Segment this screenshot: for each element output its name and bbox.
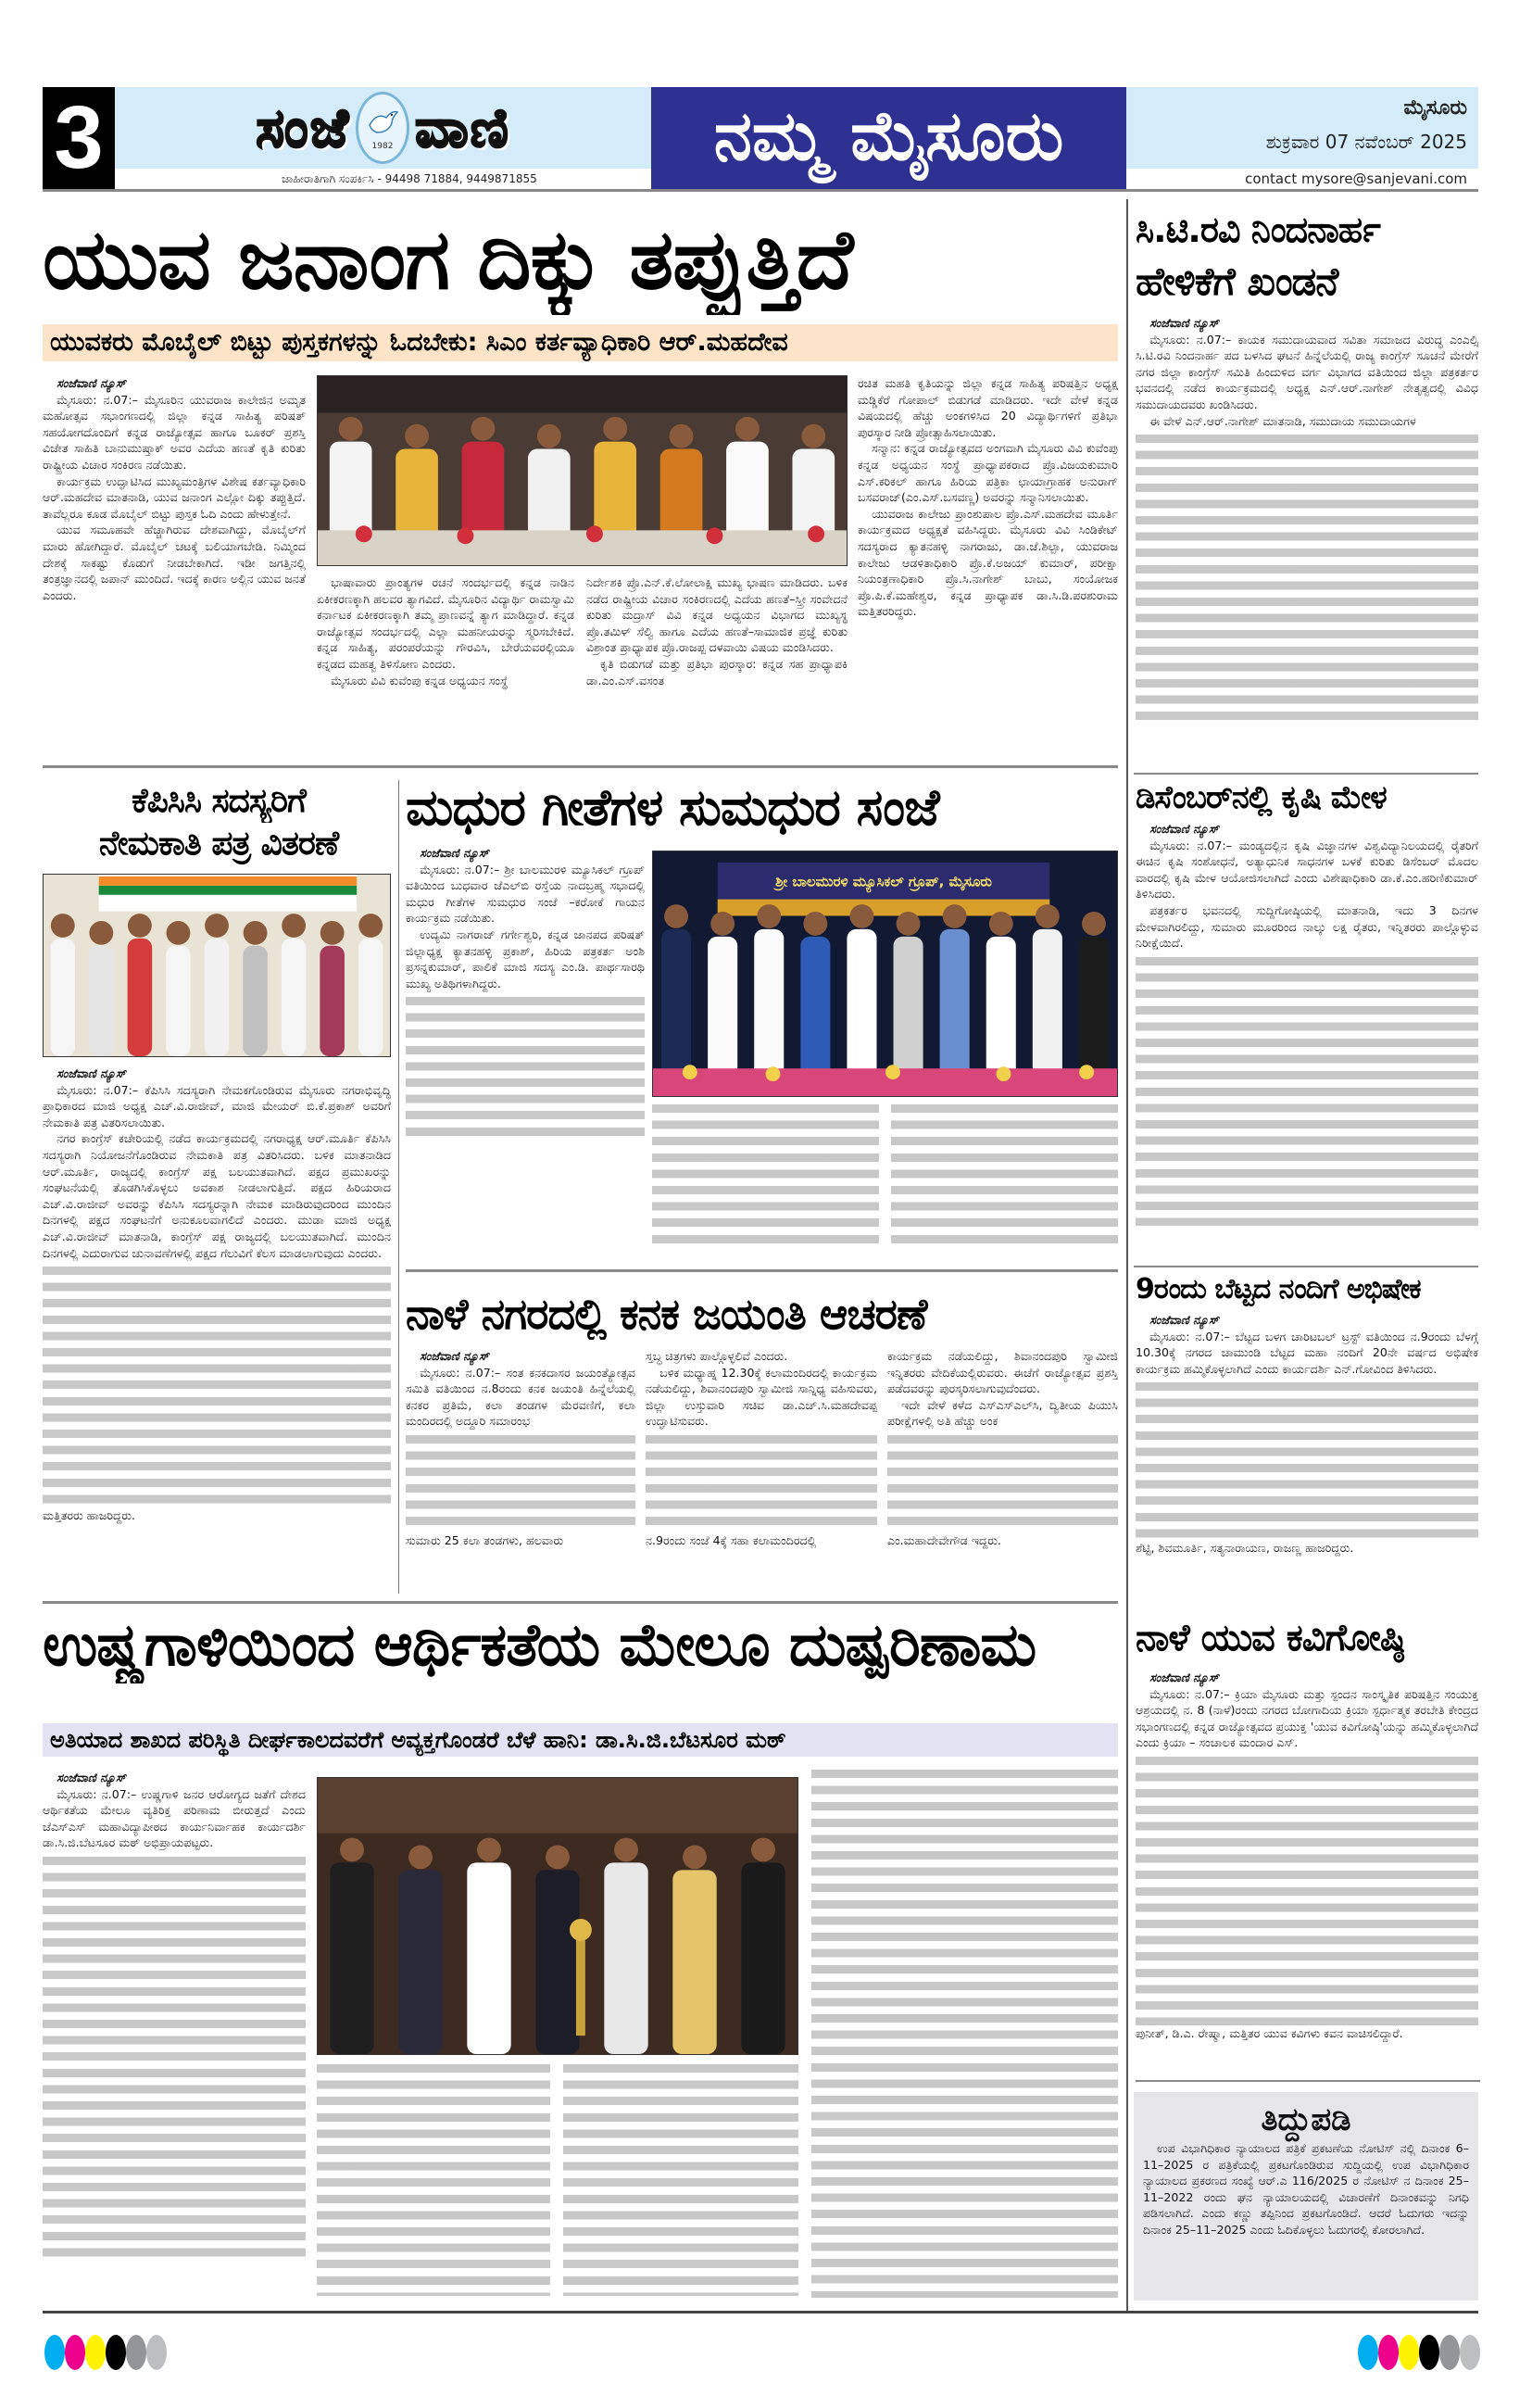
betta-body [1136,1312,1478,1599]
paragraph: ಉದ್ಯಮಿ ನಾಗರಾಜ್ ಗರ್ಗೇಶ್ವರಿ, ಕನ್ನಡ ಜಾನಪದ ಪರಿಷತ್ ಜಿಲ್ಲಾಧ್ಯಕ್ಷ ಕ್ಯಾತನಹಳ್ಳಿ ಪ್ರಕಾಶ್, ಹಿರಿಯ ಪತ್ರಕರ್ತ ಅಂಶಿ ಪ್ರಸನ್ನಕುಮಾರ್, ಪಾಲಿಕೆ ಮಾಜಿ ಸದಸ್ಯ ಎಂ.ಡಿ. ಪಾರ್ಥಸಾರಥಿ ಮುಖ್ಯ ಅತಿಥಿಗಳಾಗಿದ್ದರು. [406,927,645,990]
paragraph: ಮೈಸೂರು: ನ.07:– ಮಂಡ್ಯದಲ್ಲಿನ ಕೃಷಿ ವಿಜ್ಞಾನಗಳ ವಿಶ್ವವಿದ್ಯಾನಿಲಯದಲ್ಲಿ ರೈತರಿಗೆ ಈಚಿನ ಕೃಷಿ ಸಂಶೋಧನೆ, ಅತ್ಯಾಧುನಿಕ ಸಾಧನಗಳ ಬಳಕೆ ಕುರಿತು ಡಿಸೆಂಬರ್ ಮೊದಲ ವಾರದಲ್ಲಿ ಕೃಷಿ ಮೇಳ ಆಯೋಜಿಸಲಾಗಿದೆ ಎಂದು ವಿಶೇಷಾಧಿಕಾರಿ ಡಾ.ಕೆ.ಎಂ.ಹರಿಣಿಕುಮಾರ್ ತಿಳಿಸಿದರು. [1136,838,1478,901]
kanaka-col-3 [887,1348,1118,1594]
paragraph: ಈ ವೇಳೆ ಎನ್.ಆರ್.ನಾಗೇಶ್ ಮಾತನಾಡಿ, ಸಮುದಾಯ ಸಮುದಾಯಗಳ [1149,413,1416,428]
person-head [1082,912,1106,936]
photo-music-event [652,851,1118,1097]
person-figure [320,946,345,1056]
main-col-4 [858,375,1118,750]
person-head [471,417,495,441]
paragraph: ಕೃತಿ ಬಿಡುಗಡೆ ಮತ್ತು ಪ್ರತಿಭಾ ಪುರಸ್ಕಾರ: ಕನ್ನಡ ಸಹ ಪ್ರಾಧ್ಯಾಪಕಿ ಡಾ.ಎಂ.ಎಸ್.ವಸಂತ [586,656,848,687]
paragraph: ಸ್ತಬ್ಧ ಚಿತ್ರಗಳು ಪಾಲ್ಗೊಳ್ಳಲಿವೆ ಎಂದರು. [646,1349,788,1363]
kpcc-body [43,1065,391,1612]
person-figure [166,946,191,1056]
text-continuation [646,1435,877,1532]
kanaka-headline: ನಾಳೆ ನಗರದಲ್ಲಿ ಕನಕ ಜಯಂತಿ ಆಚರಣೆ [406,1289,927,1339]
registration-marks-left [44,2335,167,2370]
person-head [51,914,75,938]
person-head [989,912,1013,936]
photo-image [318,376,847,565]
person-figure [741,1862,785,2054]
byline: ಸಂಜೆವಾಣಿ ನ್ಯೂಸ್ [1149,1670,1219,1684]
ushna-col-4 [811,1770,1118,2302]
main-col-2 [317,574,574,750]
person-figure [672,1870,716,2054]
byline: ಸಂಜೆವಾಣಿ ನ್ಯೂಸ್ [57,376,126,390]
person-head [320,921,345,945]
page-number: 3 [43,87,115,189]
dove-emblem-icon [356,92,409,164]
byline: ಸಂಜೆವಾಣಿ ನ್ಯೂಸ್ [57,1771,126,1784]
ctravi-headline-1: ಸಿ.ಟಿ.ರವಿ ನಿಂದನಾರ್ಹ [1136,209,1380,250]
text-continuation [1136,1382,1478,1540]
text-continuation [1136,1757,1478,2025]
person-head [339,417,363,441]
person-figure [282,939,307,1056]
registration-marks-right [1358,2335,1480,2370]
section-divider [43,1601,1118,1604]
footer-rule [43,2311,1478,2313]
section-divider [43,765,1118,768]
person-head [477,1838,501,1862]
text-continuation [811,1770,1118,2298]
person-figure [50,939,75,1056]
madhura-col-2 [652,1104,879,1249]
paragraph: ಕಾರ್ಯಕ್ರಮ ನಡೆಯಲಿದ್ದು, ಶಿವಾನಂದಪುರಿ ಸ್ವಾಮೀಜಿ ಇನ್ನಿತರರು ವೇದಿಕೆಯಲ್ಲಿರುವರು. ಈಚೆಗೆ ರಾಜ್ಯೋತ್ಸವ ಪ್ರಶಸ್ತಿ ಪಡೆದವರನ್ನು ಪುರಸ್ಕರಿಸಲಾಗುವುದೆಂದರು. [887,1349,1118,1396]
text-continuation [1136,957,1478,1226]
kavigoshti-headline: ನಾಳೆ ಯುವ ಕವಿಗೋಷ್ಠಿ [1136,1617,1405,1659]
krishi-headline: ಡಿಸೆಂಬರ್‌ನಲ್ಲಿ ಕೃಷಿ ಮೇಳ [1136,779,1387,816]
registration-dot [65,2335,85,2370]
person-head [757,904,781,928]
text-continuation [1136,435,1478,722]
masthead-logo [115,87,651,169]
paragraph: ಕಾರ್ಯಕ್ರಮ ಉದ್ಘಾಟಿಸಿದ ಮುಖ್ಯಮಂತ್ರಿಗಳ ವಿಶೇಷ ಕರ್ತವ್ಯಾಧಿಕಾರಿ ಆರ್.ಮಹದೇವ ಮಾತನಾಡಿ, ಯುವ ಜನಾಂಗ ಎಲ್ಲೋ ದಿಕ್ಕು ತಪ್ಪುತ್ತಿದೆ. ತಾವೆಲ್ಲರೂ ಕೂಡ ಮೊಬೈಲ್ ಬಿಟ್ಟು ಪುಸ್ತಕ ಓದಿ ಎಂದು ಹೇಳುತ್ತೇನೆ. [43,473,306,521]
photo-book-release [317,375,848,566]
paragraph: ಮೈಸೂರು: ನ.07:– ಮೈಸೂರಿನ ಯುವರಾಜ ಕಾಲೇಜಿನ ಅಮೃತ ಮಹೋತ್ಸವ ಸಭಾಂಗಣದಲ್ಲಿ ಜಿಲ್ಲಾ ಕನ್ನಡ ಸಾಹಿತ್ಯ ಪರಿಷತ್ ಸಹಯೋಗದೊಂದಿಗೆ ಕನ್ನಡ ರಾಜ್ಯೋತ್ಸವ ಹಾಗೂ ಬೂಕರ್ ಪ್ರಶಸ್ತಿ ವಿಜೇತ ಸಾಹಿತಿ ಬಾನುಮುಷ್ತಾಕ್ ಅವರ ಎದೆಯ ಹಣತೆ ಕೃತಿ ಕುರಿತು ರಾಷ್ಟ್ರೀಯ ವಿಚಾರ ಸಂಕಿರಣ ನಡೆಯಿತು. [43,392,306,472]
byline: ಸಂಜೆವಾಣಿ ನ್ಯೂಸ್ [57,1066,126,1080]
header-divider [43,189,1478,192]
edition-info [1126,87,1478,169]
person-head [614,1838,638,1862]
krishi-body [1136,821,1478,1260]
person-head [943,904,967,928]
registration-dot [85,2335,106,2370]
person-head [205,914,229,938]
banner-text: ಶ್ರೀ ಬಾಲಮುರಳಿ ಮ್ಯೂಸಿಕಲ್ ಗ್ರೂಪ್, ಮೈಸೂರು [775,873,992,890]
photo-image [318,1778,797,2054]
column-divider [1126,199,1128,2312]
registration-dot [146,2335,167,2370]
closing-line: ಎಂ.ಮಹಾದೇವೇಗೌಡ ಇದ್ದರು. [887,1532,1001,1547]
person-head [803,912,827,936]
text-continuation [43,1267,391,1507]
registration-dot [1439,2335,1460,2370]
section-divider [1134,1266,1478,1267]
paragraph: ಸನ್ಮಾನ: ಕನ್ನಡ ರಾಜ್ಯೋತ್ಸವದ ಅಂಗವಾಗಿ ಮೈಸೂರು ವಿವಿ ಕುವೆಂಪು ಕನ್ನಡ ಅಧ್ಯಯನ ಸಂಸ್ಥೆ ಪ್ರಾಧ್ಯಾಪಕರಾದ ಪ್ರೊ.ವಿಜಯಕುಮಾರಿ ಎಸ್.ಕರಿಕಲ್ ಹಾಗೂ ಹಿರಿಯ ಪತ್ರಿಕಾ ಛಾಯಾಗ್ರಾಹಕ ಅನುರಾಗ್ ಬಸವರಾಜ್(ಎಂ.ಎಸ್.ಬಸವಣ್ಣ) ಅವರನ್ನು ಸನ್ಮಾನಿಸಲಾಯಿತು. [858,441,1118,505]
paragraph: ಮೈಸೂರು: ನ.07:– ಶ್ರೀ ಬಾಲಮುರಳಿ ಮ್ಯೂಸಿಕಲ್ ಗ್ರೂಪ್ ವತಿಯಿಂದ ಬುಧವಾರ ಜೆಎಲ್‌ಬಿ ರಸ್ತೆಯ ನಾದಬ್ರಹ್ಮ ಸಭಾದಲ್ಲಿ ಮಧುರ ಗೀತೆಗಳ ಸುಮಧುರ ಸಂಜೆ –ಕರೋಕೆ ಗಾಯನ ಕಾರ್ಯಕ್ರಮ ನಡೆಯಿತು. [406,862,645,926]
ctravi-headline-2: ಹೇಳಿಕೆಗೆ ಖಂಡನೆ [1136,258,1338,304]
madhura-headline: ಮಧುರ ಗೀತೆಗಳ ಸುಮಧುರ ಸಂಜೆ [406,778,939,837]
photo-image [44,875,390,1056]
person-figure [604,1862,647,2054]
main-col-1 [43,375,306,750]
closing-line: ಮತ್ತಿತರರು ಹಾಜರಿದ್ದರು. [43,1508,135,1523]
registration-dot [126,2335,146,2370]
text-continuation [652,1104,879,1243]
person-figure [205,939,230,1056]
section-divider [406,1269,1118,1272]
kpcc-headline-1: ಕೆಪಿಸಿಸಿ ಸದಸ್ಯರಿಗೆ [132,782,306,820]
kpcc-headline-2: ನೇಮಕಾತಿ ಪತ್ರ ವಿತರಣೆ [98,825,339,863]
photo-heatwave-seminar [317,1777,798,2055]
paragraph: ಯುವರಾಜ ಕಾಲೇಜು ಪ್ರಾಂಶುಪಾಲ ಪ್ರೊ.ಎಸ್.ಮಹದೇವ ಮೂರ್ತಿ ಕಾರ್ಯಕ್ರಮದ ಅಧ್ಯಕ್ಷತೆ ವಹಿಸಿದ್ದರು. ಮೈಸೂರು ವಿವಿ ಸಿಂಡಿಕೇಟ್ ಸದಸ್ಯರಾದ ಕ್ಯಾತನಹಳ್ಳಿ ನಾಗರಾಜು, ಡಾ.ಜೆ.ಶಿಲ್ಪಾ, ಯುವರಾಜ ಕಾಲೇಜು ಆಡಳಿತಾಧಿಕಾರಿ ಪ್ರೊ.ಕೆ.ಅಜಯ್ ಕುಮಾರ್, ಪರೀಕ್ಷಾ ನಿಯಂತ್ರಣಾಧಿಕಾರಿ ಪ್ರೊ.ಸಿ.ನಾಗೇಶ್ ಬಾಬು, ಸಂಯೋಜಕ ಪ್ರೊ.ಪಿ.ಕೆ.ಮಹೇಶ್ವರ, ಕನ್ನಡ ಪ್ರಾಧ್ಯಾಪಕ ಡಾ.ಸಿ.ಡಿ.ಪರಶುರಾಮ ಮತ್ತಿತರರಿದ್ದರು. [858,506,1118,619]
person-figure [535,1870,579,2054]
paragraph: ಮೈಸೂರು: ನ.07:– ಸಂತ ಕನಕದಾಸರ ಜಯಂತ್ಯೋತ್ಸವ ಸಮಿತಿ ವತಿಯಿಂದ ನ.8ರಂದು ಕನಕ ಜಯಂತಿ ಹಿನ್ನೆಲೆಯಲ್ಲಿ ಕನಕರ ಪ್ರತಿಮೆ, ಕಲಾ ತಂಡಗಳ ಮೆರವಣಿಗೆ, ಕಲಾ ಮಂದಿರದಲ್ಲಿ ಅದ್ದೂರಿ ಸಮಾರಂಭ [406,1365,635,1429]
person-head [167,921,191,945]
person-head [670,424,694,448]
registration-dot [1358,2335,1378,2370]
person-figure [398,1870,442,2054]
madhura-col-1 [406,845,645,1253]
person-head [546,1846,570,1870]
paragraph: ಮೈಸೂರು: ನ.07:– ಕೆಪಿಸಿಸಿ ಸದಸ್ಯರಾಗಿ ನೇಮಕಗೊಂಡಿರುವ ಮೈಸೂರು ನಗರಾಭಿವೃದ್ಧಿ ಪ್ರಾಧಿಕಾರದ ಮಾಜಿ ಅಧ್ಯಕ್ಷ ಎಚ್.ವಿ.ರಾಜೀವ್, ಮಾಜಿ ಮೇಯರ್ ಬಿ.ಕೆ.ಪ್ರಕಾಶ್ ಅವರಿಗೆ ನೇಮಕಾತಿ ಪತ್ರ ವಿತರಿಸಲಾಯಿತು. [43,1082,391,1129]
kanaka-col-2 [646,1348,877,1594]
main-subheadline: ಯುವಕರು ಮೊಬೈಲ್ ಬಿಟ್ಟು ಪುಸ್ತಕಗಳನ್ನು ಓದಬೇಕು: ಸಿಎಂ ಕರ್ತವ್ಯಾಧಿಕಾರಿ ಆರ್.ಮಹದೇವ [43,324,1118,361]
logo-year: 1982 [371,142,394,151]
paragraph: ಮೈಸೂರು: ನ.07:– ಉಷ್ಣಗಾಳಿ ಜನರ ಆರೋಗ್ಯದ ಜತೆಗೆ ದೇಶದ ಆರ್ಥಿಕತೆಯ ಮೇಲೂ ವ್ಯತಿರಿಕ್ತ ಪರಿಣಾಮ ಬೀರುತ್ತದೆ ಎಂದು ಜೆಎಸ್‌ಎಸ್ ಮಹಾವಿದ್ಯಾಪೀಠದ ಕಾರ್ಯನಿರ್ವಾಹಕ ಕಾರ್ಯದರ್ಶಿ ಡಾ.ಸಿ.ಜಿ.ಬೆಟಸೂರ ಮಠ್ ಅಭಿಪ್ರಾಯಪಟ್ಟರು. [43,1786,306,1850]
betta-headline: 9ರಂದು ಬೆಟ್ಟದ ನಂದಿಗೆ ಅಭಿಷೇಕ [1136,1273,1421,1305]
section-title: ನಮ್ಮ ಮೈಸೂರು [651,87,1126,189]
person-head [340,1838,364,1862]
correction-box [1134,2092,1478,2301]
photo-kpcc [43,874,391,1057]
paragraph: ನಗರ ಕಾಂಗ್ರೆಸ್ ಕಚೇರಿಯಲ್ಲಿ ನಡೆದ ಕಾರ್ಯಕ್ರಮದಲ್ಲಿ ನಗರಾಧ್ಯಕ್ಷ ಆರ್.ಮೂರ್ತಿ ಕೆಪಿಸಿಸಿ ಸದಸ್ಯರಾಗಿ ನಿಯೋಜನೆಗೊಂಡಿರುವ ನೇಮಕಾತಿ ಪತ್ರ ವಿತರಿಸಿದರು. ಬಳಿಕ ಮಾತನಾಡಿದ ಆರ್.ಮೂರ್ತಿ, ರಾಜ್ಯದಲ್ಲಿ ಕಾಂಗ್ರೆಸ್ ಪಕ್ಷ ಬಲಯುತವಾಗಿದೆ. ಪಕ್ಷದ ಪ್ರಮುಖರನ್ನು ಸಂಘಟನೆಯಲ್ಲಿ ತೊಡಗಿಸಿಕೊಳ್ಳಲು ಅವಕಾಶ ನೀಡಲಾಗುತ್ತಿದೆ. ಪಕ್ಷದ ಹಿರಿಯರಾದ ಎಚ್.ವಿ.ರಾಜೀವ್ ಅವರನ್ನು ಕೆಪಿಸಿಸಿ ಸದಸ್ಯರನ್ನಾಗಿ ನೇಮಕ ಮಾಡಿರುವುದರಿಂದ ಮುಂದಿನ ದಿನಗಳಲ್ಲಿ ಪಕ್ಷದ ಸಂಘಟನೆಗೆ ಅನುಕೂಲವಾಗಲಿದೆ ಎಂದರು. ಮುಡಾ ಮಾಜಿ ಅಧ್ಯಕ್ಷ ಎಚ್.ವಿ.ರಾಜೀವ್ ಮಾತನಾಡಿ, ಕಾಂಗ್ರೆಸ್ ಪಕ್ಷ ರಾಜ್ಯದಲ್ಲಿ ಬಲಯುತವಾಗಿದೆ. ಮುಂದಿನ ದಿನಗಳಲ್ಲಿ ಎದುರಾಗುವ ಚುನಾವಣೆಗಳಲ್ಲಿ ಪಕ್ಷದ ಗೆಲುವಿಗೆ ಕೆಲಸ ಮಾಡಲಾಗುವುದು ಎಂದರು. [43,1131,391,1260]
byline: ಸಂಜೆವಾಣಿ ನ್ಯೂಸ್ [1149,316,1219,330]
ushna-subheadline: ಅತಿಯಾದ ಶಾಖದ ಪರಿಸ್ಥಿತಿ ದೀರ್ಘಕಾಲದವರೆಗೆ ಅವ್ಯಕ್ತಗೊಂಡರೆ ಬೆಳೆ ಹಾನಿ: ಡಾ.ಸಿ.ಜಿ.ಬೆಟಸೂರ ಮಠ್ [43,1723,1118,1757]
closing-line: ಪುನೀತ್, ಡಿ.ಎ. ರೇಷ್ಮಾ, ಮತ್ತಿತರ ಯುವ ಕವಿಗಳು ಕವನ ವಾಚಿಸಲಿದ್ದಾರೆ. [1136,2025,1403,2040]
byline: ಸಂಜೆವಾಣಿ ನ್ಯೂಸ್ [1149,822,1219,836]
correction-body: ಉಪ ವಿಭಾಗಿಧಿಕಾರ ನ್ಯಾಯಾಲದ ಪತ್ರಿಕೆ ಪ್ರಕಟಣೆಯ ನೋಟಿಸ್ ನಲ್ಲಿ ದಿನಾಂಕ 6–11–2025 ರ ಪತ್ರಿಕೆಯಲ್ಲಿ ಪ್ರಕಟಗೊಂಡಿರುವ ಸುದ್ದಿಯಲ್ಲಿ ಉಪ ವಿಭಾಗಿಧಿಕಾರ ನ್ಯಾಯಾಲದ ಪ್ರಕರಣದ ಸಂಖ್ಯೆ ಆರ್.ಎ 116/2025 ರ ನೋಟಿಸ್ ನ ದಿನಾಂಕ 25–11–2022 ರಂದು ಘನ ನ್ಯಾಯಾಲಯದಲ್ಲಿ ವಿಚಾರಣೆಗೆ ದಿನಾಂಕವನ್ನು ನಿಗಧಿ ಪಡಿಸಲಾಗಿದೆ. ಎಂದು ಕಣ್ಣು ತಪ್ಪಿನಿಂದ ಪ್ರಕಟಗೊಂಡಿದೆ. ಆದರೆ ಓದುಗರು ಇದನ್ನು ದಿನಾಂಕ 25–11–2025 ಎಂದು ಓದಿಕೊಳ್ಳಲು ಓದುಗರಲ್ಲಿ ಕೋರಲಾಗಿದೆ. [1143,2141,1469,2237]
paragraph: ಭಾಷಾವಾರು ಪ್ರಾಂತ್ಯಗಳ ರಚನೆ ಸಂದರ್ಭದಲ್ಲಿ ಕನ್ನಡ ನಾಡಿನ ಏಕೀಕರಣಕ್ಕಾಗಿ ಹಲವರ ತ್ಯಾಗವಿದೆ. ಮೈಸೂರಿನ ವಿದ್ಯಾರ್ಥಿ ರಾಮಸ್ವಾಮಿ ಕರ್ನಾಟಕ ಏಕೀಕರಣಕ್ಕಾಗಿ ತಮ್ಮ ಪ್ರಾಣವನ್ನೆ ತ್ಯಾಗ ಮಾಡಿದ್ದಾರೆ. ಕನ್ನಡ ರಾಜ್ಯೋತ್ಸವ ಸಂದರ್ಭದಲ್ಲಿ ಎಲ್ಲಾ ಮಹನೀಯರನ್ನು ಸ್ಮರಿಸಬೇಕಿದೆ. ಕನ್ನಡ ಸಾಹಿತ್ಯ, ಪರಂಪರೆಯನ್ನು ಗೌರವಿಸಿ, ಬೇರೆಯವರಲ್ಲಿಯೂ ಕನ್ನಡದ ಮಹತ್ವ ತಿಳಿಸೋಣ ಎಂದರು. [317,575,574,671]
byline: ಸಂಜೆವಾಣಿ ನ್ಯೂಸ್ [420,846,489,860]
text-continuation [891,1104,1118,1243]
closing-line: ನ.9ರಂದು ಸಂಜೆ 4ಕ್ಕೆ ಸಹಾ ಕಲಾಮಂದಿರದಲ್ಲಿ [646,1532,817,1547]
closing-line: ಸುಮಾರು 25 ಕಲಾ ತಂಡಗಳು, ಹಲವಾರು [406,1532,564,1547]
text-continuation [563,2064,798,2296]
person-head [408,1846,433,1870]
paragraph: ಯುವ ಸಮೂಹವೇ ಹೆಚ್ಚಾಗಿರುವ ದೇಶವಾಗಿದ್ದು, ಮೊಬೈಲ್‌ಗೆ ಮಾರು ಹೋಗಿದ್ದಾರೆ. ಮೊಬೈಲ್ ಚಟಕ್ಕೆ ಬಲಿಯಾಗಬೇಡಿ. ನಿಮ್ಮಿಂದ ದೇಶಕ್ಕೆ ಸಾಕಷ್ಟು ಕೊಡುಗೆ ನೀಡಬೇಕಾಗಿದೆ. ಇಡೀ ಜಗತ್ತಿನಲ್ಲಿ ತಂತ್ರಜ್ಞಾನದಲ್ಲಿ ಜಪಾನ್ ಮುಂದಿದೆ. ಇದಕ್ಕೆ ಕಾರಣ ಅಲ್ಲಿನ ಯುವ ಜನತೆ ಎಂದರು. [43,523,306,602]
registration-dot [106,2335,126,2370]
kanaka-col-1 [406,1348,635,1594]
paragraph: ಮೈಸೂರು: ನ.07:– ಕ್ರಿಯಾ ಮೈಸೂರು ಮತ್ತು ಸ್ಪಂದನ ಸಾಂಸ್ಕೃತಿಕ ಪರಿಷತ್ತಿನ ಸಂಯುಕ್ತ ಆಶ್ರಯದಲ್ಲಿ ನ. 8 (ನಾಳೆ)ರಂದು ನಗರದ ಬೋಗಾದಿಯ ಕ್ರಿಯಾ ಸ್ಪರ್ಧಾತ್ಮಕ ತರಬೇತಿ ಕೇಂದ್ರದ ಸಭಾಂಗಣದಲ್ಲಿ ಕನ್ನಡ ರಾಜ್ಯೋತ್ಸವದ ಪ್ರಯುಕ್ತ 'ಯುವ ಕವಿಗೋಷ್ಠಿ'ಯನ್ನು ಹಮ್ಮಿಕೊಳ್ಳಲಾಗಿದೆ ಎಂದು ಕ್ರಿಯಾ – ಸಂಚಾಲಕ ಮಂದಾರ ಎಸ್. [1136,1686,1478,1750]
text-continuation [406,1435,635,1532]
paragraph: ನಿರ್ದೇಶಕಿ ಪ್ರೊ.ಎನ್.ಕೆ.ಲೋಲಾಕ್ಷಿ ಮುಖ್ಯ ಭಾಷಣ ಮಾಡಿದರು. ಬಳಿಕ ನಡೆದ ರಾಷ್ಟ್ರೀಯ ವಿಚಾರ ಸಂಕಿರಣದಲ್ಲಿ ಎದೆಯ ಹಣತೆ–ಸ್ತ್ರೀ ಸಂವೇದನೆ ಕುರಿತು ಮದ್ರಾಸ್ ವಿವಿ ಕನ್ನಡ ಅಧ್ಯಯನ ವಿಭಾಗದ ಮುಖ್ಯಸ್ಥ ಪ್ರೊ.ತಮಿಳ್ ಸೆಲ್ವಿ ಹಾಗೂ ಎದೆಯ ಹಣತೆ–ಸಾಮಾಜಿಕ ಪ್ರಜ್ಞೆ ಕುರಿತು ವಿಶ್ರಾಂತ ಪ್ರಾಧ್ಯಾಪಕ ಪ್ರೊ.ರಾಜಪ್ಪ ದಳವಾಯಿ ವಿಷಯ ಮಂಡಿಸಿದರು. [586,575,848,655]
person-head [683,1846,707,1870]
registration-dot [1399,2335,1419,2370]
kavigoshti-body [1136,1670,1478,2068]
ushna-col-1 [43,1770,306,2302]
main-col-3 [586,574,848,750]
person-head [850,904,874,928]
edition-date: ಶುಕ್ರವಾರ 07 ನವೆಂಬರ್ 2025 [1265,131,1467,153]
section-divider [1136,2080,1480,2082]
person-head [405,424,429,448]
paragraph: ರಚಿತ ಮಹತಿ ಕೃತಿಯನ್ನು ಜಿಲ್ಲಾ ಕನ್ನಡ ಸಾಹಿತ್ಯ ಪರಿಷತ್ತಿನ ಅಧ್ಯಕ್ಷ ಮಡ್ಡಿಕೆರೆ ಗೋಪಾಲ್ ಬಿಡುಗಡೆ ಮಾಡಿದರು. ಇದೇ ವೇಳೆ ಕನ್ನಡ ವಿಷಯದಲ್ಲಿ ಹೆಚ್ಚು ಅಂಕಗಳಿಸಿದ 20 ವಿದ್ಯಾರ್ಥಿಗಳಿಗೆ ಪ್ರತಿಭಾ ಪುರಸ್ಕಾರ ನೀಡಿ ಪ್ರೋತ್ಸಾಹಿಸಲಾಯಿತು. [858,376,1118,439]
paragraph: ಪತ್ರಕರ್ತರ ಭವನದಲ್ಲಿ ಸುದ್ದಿಗೋಷ್ಠಿಯಲ್ಲಿ ಮಾತನಾಡಿ, ಇದು 3 ದಿನಗಳ ಮೇಳವಾಗಿರಲಿದ್ದು, ಸುಮಾರು ಮೂರರಿಂದ ನಾಲ್ಕು ಲಕ್ಷ ರೈತರು, ಇನ್ನಿತರರು ಪಾಲ್ಗೊಳ್ಳುವ ನಿರೀಕ್ಷೆಯಿದೆ. [1136,902,1478,951]
edition-city: ಮೈಸೂರು [1403,96,1467,120]
person-head [244,921,268,945]
ad-contact: ಜಾಹೀರಾತಿಗಾಗಿ ಸಂಪರ್ಕಿಸಿ - 94498 71884, 9449871855 [282,172,537,185]
person-head [1036,904,1060,928]
person-figure [467,1862,510,2054]
ushna-col-3 [563,2064,798,2302]
person-head [282,914,306,938]
person-head [603,417,627,441]
ctravi-body [1136,315,1478,765]
text-continuation [406,997,645,1136]
text-continuation [887,1435,1118,1532]
photo-image [653,851,1117,1096]
person-head [751,1838,775,1862]
paragraph: ಬಳಿಕ ಮಧ್ಯಾಹ್ನ 12.30ಕ್ಕೆ ಕಲಾಮಂದಿರದಲ್ಲಿ ಕಾರ್ಯಕ್ರಮ ನಡೆಯಲಿದ್ದು, ಶಿವಾನಂದಪುರಿ ಸ್ವಾಮೀಜಿ ಸಾನ್ನಿಧ್ಯ ವಹಿಸುವರು, ಜಿಲ್ಲಾ ಉಸ್ತುವಾರಿ ಸಚಿವ ಡಾ.ಎಚ್.ಸಿ.ಮಹದೇವಪ್ಪ ಉದ್ಘಾಟಿಸುವರು. [646,1365,877,1429]
text-continuation [317,2064,550,2296]
ushna-col-2 [317,2064,550,2302]
closing-line: ಶೆಟ್ಟಿ, ಶಿವಮೂರ್ತಿ, ಸತ್ಯನಾರಾಯಣ, ರಾಜಣ್ಣ ಹಾಜರಿದ್ದರು. [1136,1541,1354,1556]
paragraph: ಮೈಸೂರು: ನ.07:– ಬೆಟ್ಟದ ಬಳಗ ಚಾರಿಟಬಲ್ ಟ್ರಸ್ಟ್ ವತಿಯಿಂದ ನ.9ರಂದು ಬೆಳಗ್ಗೆ 10.30ಕ್ಕೆ ನಗರದ ಚಾಮುಂಡಿ ಬೆಟ್ಟದ ಮಹಾ ನಂದಿಗೆ 20ನೇ ವರ್ಷದ ಅಭಿಷೇಕ ಕಾರ್ಯಕ್ರಮ ಹಮ್ಮಿಕೊಳ್ಳಲಾಗಿದೆ ಎಂದು ಕಾರ್ಯದರ್ಶಿ ಎನ್.ಗೋವಿಂದ ತಿಳಿಸಿದರು. [1136,1329,1478,1376]
person-head [537,424,561,448]
person-head [358,914,383,938]
contact-email: contact mysore@sanjevani.com [1245,170,1467,187]
person-figure [128,939,153,1056]
madhura-col-3 [891,1104,1118,1249]
logo-text-left: ಸಂಜೆ [256,95,350,159]
registration-dot [1460,2335,1480,2370]
byline: ಸಂಜೆವಾಣಿ ನ್ಯೂಸ್ [420,1349,489,1363]
person-head [897,912,921,936]
correction-title: ತಿದ್ದುಪಡಿ [1261,2101,1351,2138]
registration-dot [1378,2335,1399,2370]
main-headline: ಯುವ ಜನಾಂಗ ದಿಕ್ಕು ತಪ್ಪುತ್ತಿದೆ [43,211,853,309]
person-figure [330,1862,373,2054]
person-head [735,417,760,441]
paragraph: ಮೈಸೂರು ವಿವಿ ಕುವೆಂಪು ಕನ್ನಡ ಅಧ್ಯಯನ ಸಂಸ್ಥೆ [331,673,509,687]
person-head [710,912,735,936]
byline: ಸಂಜೆವಾಣಿ ನ್ಯೂಸ್ [1149,1313,1219,1327]
logo-text-right: ವಾಣಿ [415,95,510,159]
person-figure [358,939,383,1056]
person-head [664,904,688,928]
person-figure [243,946,268,1056]
registration-dot [44,2335,65,2370]
person-head [89,921,113,945]
registration-dot [1419,2335,1439,2370]
paragraph: ಇದೇ ವೇಳೆ ಕಳೆದ ಎಸ್‌ಎಸ್‌ಎಲ್‌ಸಿ, ದ್ವಿತೀಯ ಪಿಯುಸಿ ಪರೀಕ್ಷೆಗಳಲ್ಲಿ ಅತಿ ಹೆಚ್ಚು ಅಂಕ [887,1397,1118,1429]
section-divider [1134,773,1478,775]
person-figure [89,946,114,1056]
person-head [801,424,825,448]
ushna-headline: ಉಷ್ಣಗಾಳಿಯಿಂದ ಆರ್ಥಿಕತೆಯ ಮೇಲೂ ದುಷ್ಪರಿಣಾಮ [43,1611,1036,1680]
text-continuation [43,1857,306,2264]
paragraph: ಮೈಸೂರು: ನ.07:– ಕಾಯಕ ಸಮುದಾಯವಾದ ಸವಿತಾ ಸಮಾಜದ ವಿರುದ್ಧ ಎಂಎಲ್ಸಿ ಸಿ.ಟಿ.ರವಿ ನಿಂದನಾರ್ಹ ಪದ ಬಳಸಿದ ಘಟನೆ ಹಿನ್ನೆಲೆಯಲ್ಲಿ ರಾಜ್ಯ ಕಾಂಗ್ರೆಸ್ ಸೂಚನೆ ಮೇರೆಗೆ ನಗರ ಜಿಲ್ಲಾ ಕಾಂಗ್ರೆಸ್ ಸಮಿತಿ ಹಿಂದುಳಿದ ವರ್ಗ ವಿಭಾಗದ ವತಿಯಿಂದ ಜಿಲ್ಲಾ ಪತ್ರಕರ್ತರ ಭವನದಲ್ಲಿ ನಡೆದ ಕಾರ್ಯಕ್ರಮದಲ್ಲಿ ಅಧ್ಯಕ್ಷ ಎನ್.ಆರ್.ನಾಗೇಶ್ ನೇತೃತ್ವದಲ್ಲಿ ವಿವಿಧ ಸಮುದಾಯದವರು ಖಂಡಿಸಿದರು. [1136,332,1478,411]
column-divider [398,780,399,1594]
person-head [128,914,152,938]
